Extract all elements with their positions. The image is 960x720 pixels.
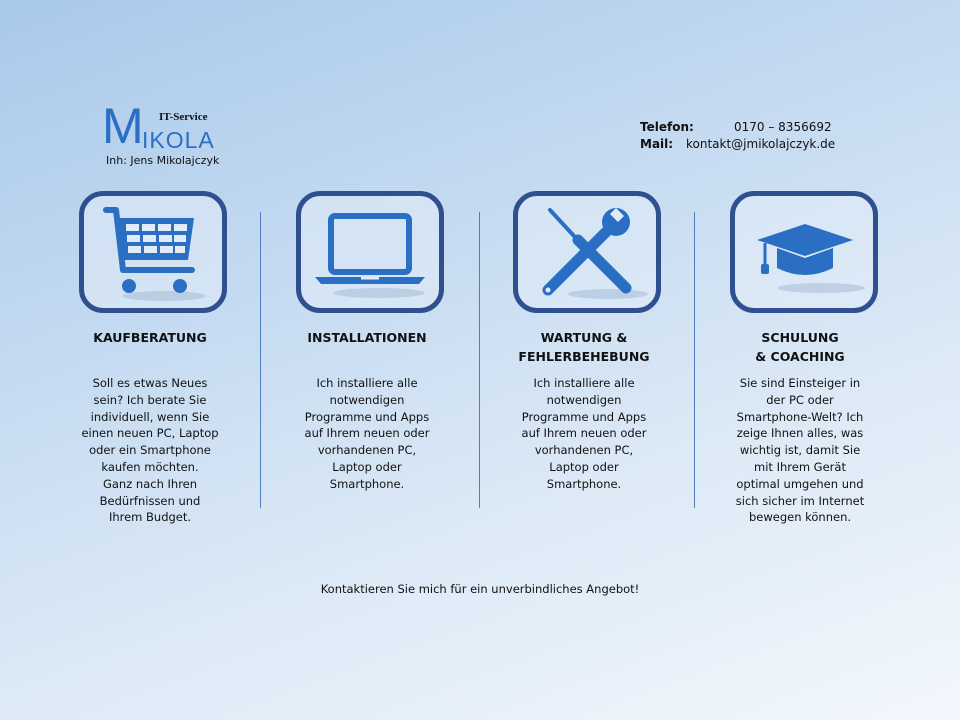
service-wartung	[499, 328, 669, 493]
service-installationen	[282, 328, 452, 493]
service-description: Sie sind Einsteiger in der PC oder Smartphone-Welt? Ich zeige Ihnen alles, was wichtig ist, damit Sie mit Ihrem Gerät optimal umgehen und sich sicher im Internet bewegen können.	[735, 376, 865, 525]
service-icon-frame-wartung	[513, 191, 661, 313]
divider	[479, 212, 480, 508]
service-icon-frame-kaufberatung	[79, 191, 227, 313]
laptop-icon	[301, 196, 439, 308]
mail-label: Mail:	[640, 137, 674, 151]
divider	[694, 212, 695, 508]
logo-letter: M	[102, 98, 144, 154]
service-icon-frame-schulung	[730, 191, 878, 313]
mail-address[interactable]: kontakt@jmikolajczyk.de	[686, 137, 836, 151]
phone-row	[640, 119, 835, 136]
service-title: SCHULUNG & COACHING	[755, 330, 845, 364]
service-description: Ich installiere alle notwendigen Programme und Apps auf Ihrem neuen oder vorhandenen PC, Laptop oder Smartphone.	[521, 376, 647, 491]
service-kaufberatung	[65, 328, 235, 526]
service-icon-frame-installationen	[296, 191, 444, 313]
service-title: KAUFBERATUNG	[93, 330, 207, 345]
service-title: INSTALLATIONEN	[307, 330, 427, 345]
mail-row	[640, 136, 835, 153]
service-description: Soll es etwas Neues sein? Ich berate Sie individuell, wenn Sie einen neuen PC, Laptop oder ein Smartphone kaufen möchten. Ganz nach Ihren Bedürfnissen und Ihrem Budget.	[81, 376, 219, 525]
service-schulung	[715, 328, 885, 526]
service-description: Ich installiere alle notwendigen Programme und Apps auf Ihrem neuen oder vorhandenen PC, Laptop oder Smartphone.	[304, 376, 430, 491]
service-title: WARTUNG & FEHLERBEHEBUNG	[518, 330, 650, 364]
phone-label: Telefon:	[640, 120, 694, 134]
call-to-action: Kontaktieren Sie mich für ein unverbindliches Angebot!	[320, 582, 640, 596]
graduation-cap-icon	[735, 196, 873, 308]
shopping-cart-icon	[84, 196, 222, 308]
divider	[260, 212, 261, 508]
logo-name: IKOLA	[142, 127, 215, 153]
contact-block	[640, 119, 835, 153]
phone-number: 0170 – 8356692	[734, 120, 832, 134]
tools-icon	[518, 196, 656, 308]
logo-it-service: IT-Service	[159, 111, 208, 123]
logo	[100, 100, 240, 172]
logo-owner: Inh: Jens Mikolajczyk	[106, 154, 220, 167]
